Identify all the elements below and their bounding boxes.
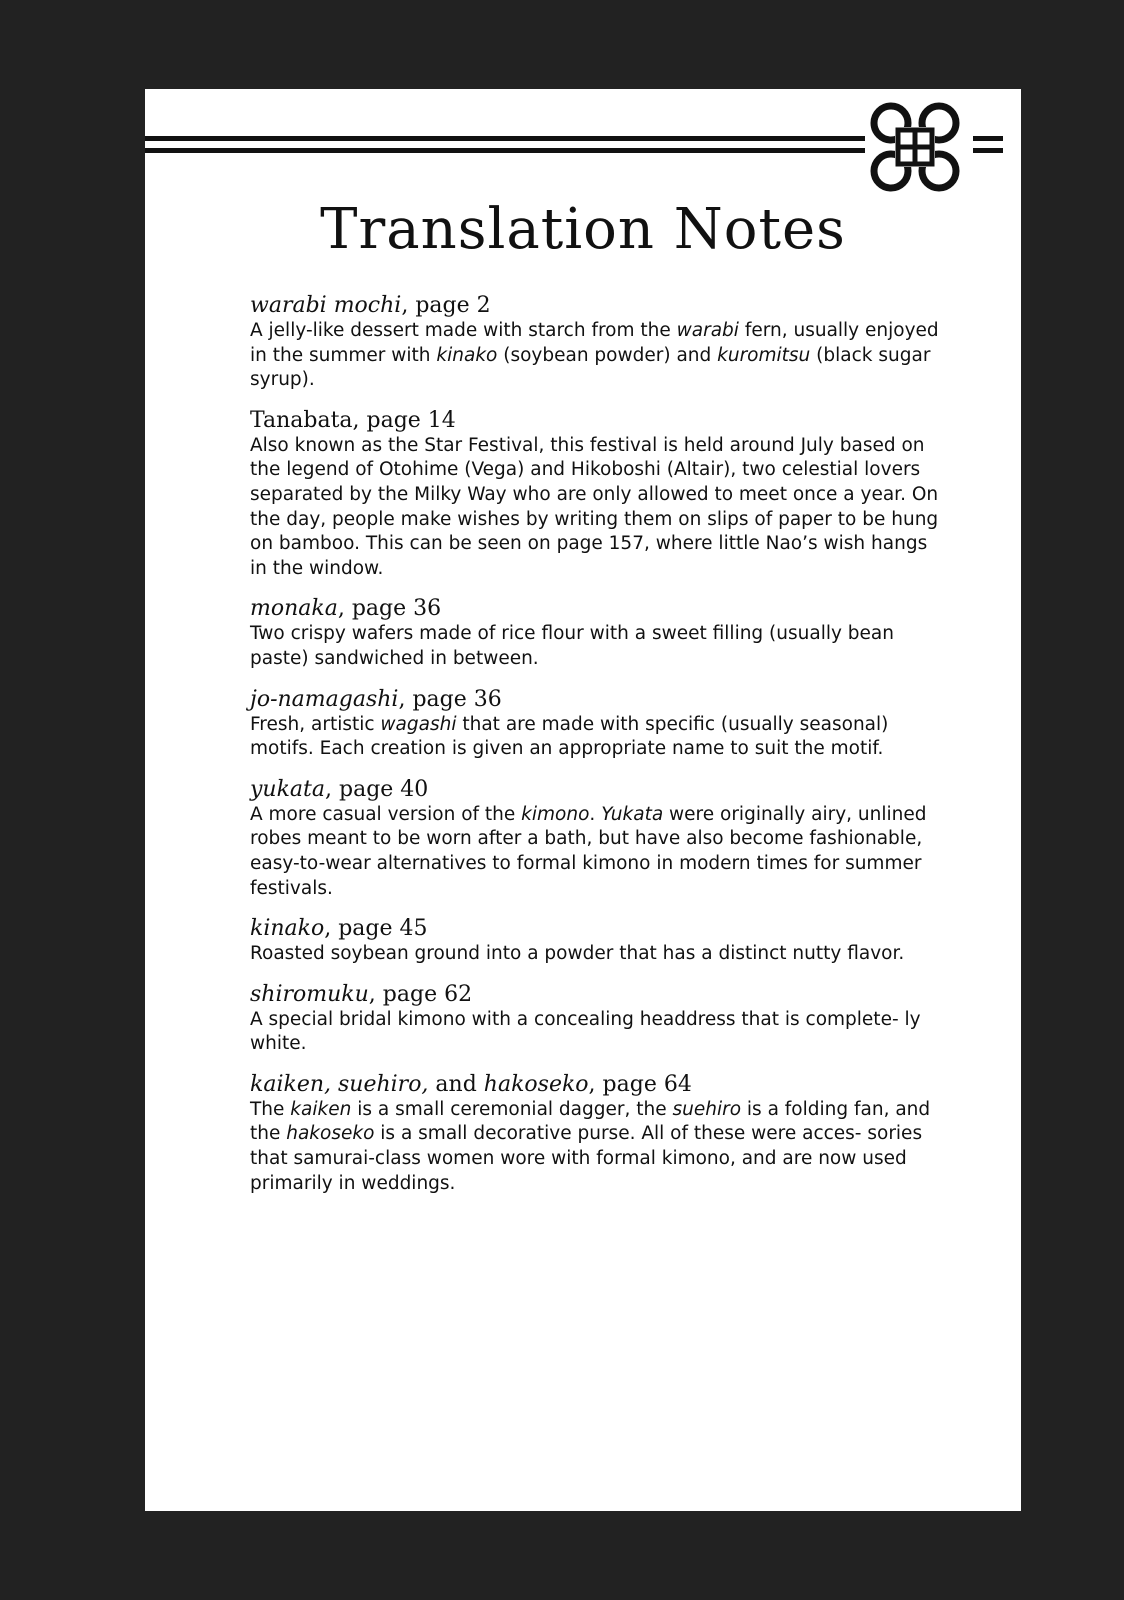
note-term [250,292,940,319]
text-run: and [428,1071,484,1097]
italic-text-run: kaiken, suehiro, [250,1071,429,1097]
note-term [250,595,940,622]
knot-ornament-icon [865,97,965,197]
text-run: Tanabata, page 14 [250,407,456,433]
note-term [250,915,940,942]
text-run: , page 62 [368,981,473,1007]
note-entry [250,776,940,901]
text-run: fern, usually enjoyed in the summer with [250,320,939,366]
note-term [250,686,940,713]
italic-text-run: warabi [676,320,739,341]
text-run: A jelly-like dessert made with starch from the [250,320,677,341]
note-definition [250,1008,940,1057]
text-run: A special bridal kimono with a concealing headdress that is complete- ly white. [250,1008,921,1055]
italic-text-run: kaiken [290,1098,352,1120]
text-run: , page 40 [325,776,429,802]
header-rule-upper-right [973,136,1003,141]
note-definition [250,803,940,901]
page [145,89,1021,1511]
text-run: A more casual version of the [250,803,522,825]
italic-text-run: jo-namagashi [250,686,399,712]
notes-list [250,292,940,1210]
italic-text-run: Yukata [601,803,664,825]
note-definition [250,319,940,393]
italic-text-run: yukata [250,776,326,802]
text-run: is a small decorative purse. All of these were acces- sories that samurai-class women wore with formal kimono, and are now used primarily in weddings. [250,1123,923,1194]
text-run: were originally airy, unlined robes meant to be worn after a bath, but have also become fashionable, easy-to-wear alternatives to formal kimono in modern times for summer festivals. [250,803,927,899]
italic-text-run: monaka [250,596,338,622]
note-entry [250,981,940,1057]
page-title: Translation Notes [320,197,846,262]
italic-text-run: kinako [436,344,498,366]
italic-text-run: wagashi [380,713,457,735]
italic-text-run: kuromitsu [717,344,811,366]
note-term [250,1071,940,1098]
text-run: , page 2 [401,293,491,318]
note-definition [250,942,940,967]
note-definition [250,713,940,762]
text-run: The [250,1098,291,1120]
text-run: is a small ceremonial dagger, the [351,1098,673,1120]
text-run: . [589,803,602,825]
header-rule-upper [145,136,865,141]
text-run: , page 45 [324,916,428,942]
text-run: , page 64 [588,1071,692,1097]
note-entry [250,1071,940,1196]
note-entry [250,292,940,393]
text-run: (soybean powder) and [497,344,718,366]
text-run: , page 36 [337,596,442,622]
italic-text-run: hakoseko [483,1071,589,1097]
note-entry [250,407,940,582]
header-rule-lower-right [973,148,1003,153]
text-run: that are made with specific (usually seasonal) motifs. Each creation is given an appropriate name to suit the motif. [250,713,889,760]
text-run: Also known as the Star Festival, this festival is held around July based on the legend of Otohime (Vega) and Hikoboshi (Altair), two celestial lovers separated by the Milky Way who are only allowed to meet once a year. On the day, people make wishes by writing them on slips of paper to be hung on bamboo. This can be seen on page 157, where little Nao’s wish hangs in the window. [250,434,939,579]
italic-text-run: hakoseko [286,1123,375,1145]
text-run: Fresh, artistic [250,713,381,735]
note-entry [250,915,940,967]
note-entry [250,686,940,762]
italic-text-run: shiromuku [250,981,369,1007]
text-run: is a folding fan, and the [250,1098,931,1145]
note-definition [250,434,940,582]
note-term [250,981,940,1008]
italic-text-run: suehiro [672,1098,742,1120]
note-definition [250,622,940,671]
note-entry [250,595,940,671]
text-run: , page 36 [398,686,502,712]
italic-text-run: kimono [521,803,590,825]
text-run: Two crispy wafers made of rice flour with a sweet filling (usually bean paste) sandwiched in between. [250,623,894,669]
note-term [250,407,940,434]
italic-text-run: warabi mochi [250,293,402,318]
italic-text-run: kinako [250,916,325,942]
note-term [250,776,940,803]
text-run: (black sugar syrup). [250,344,931,391]
header-rule-lower [145,148,865,153]
note-definition [250,1098,940,1196]
text-run: Roasted soybean ground into a powder that has a distinct nutty flavor. [250,943,905,965]
